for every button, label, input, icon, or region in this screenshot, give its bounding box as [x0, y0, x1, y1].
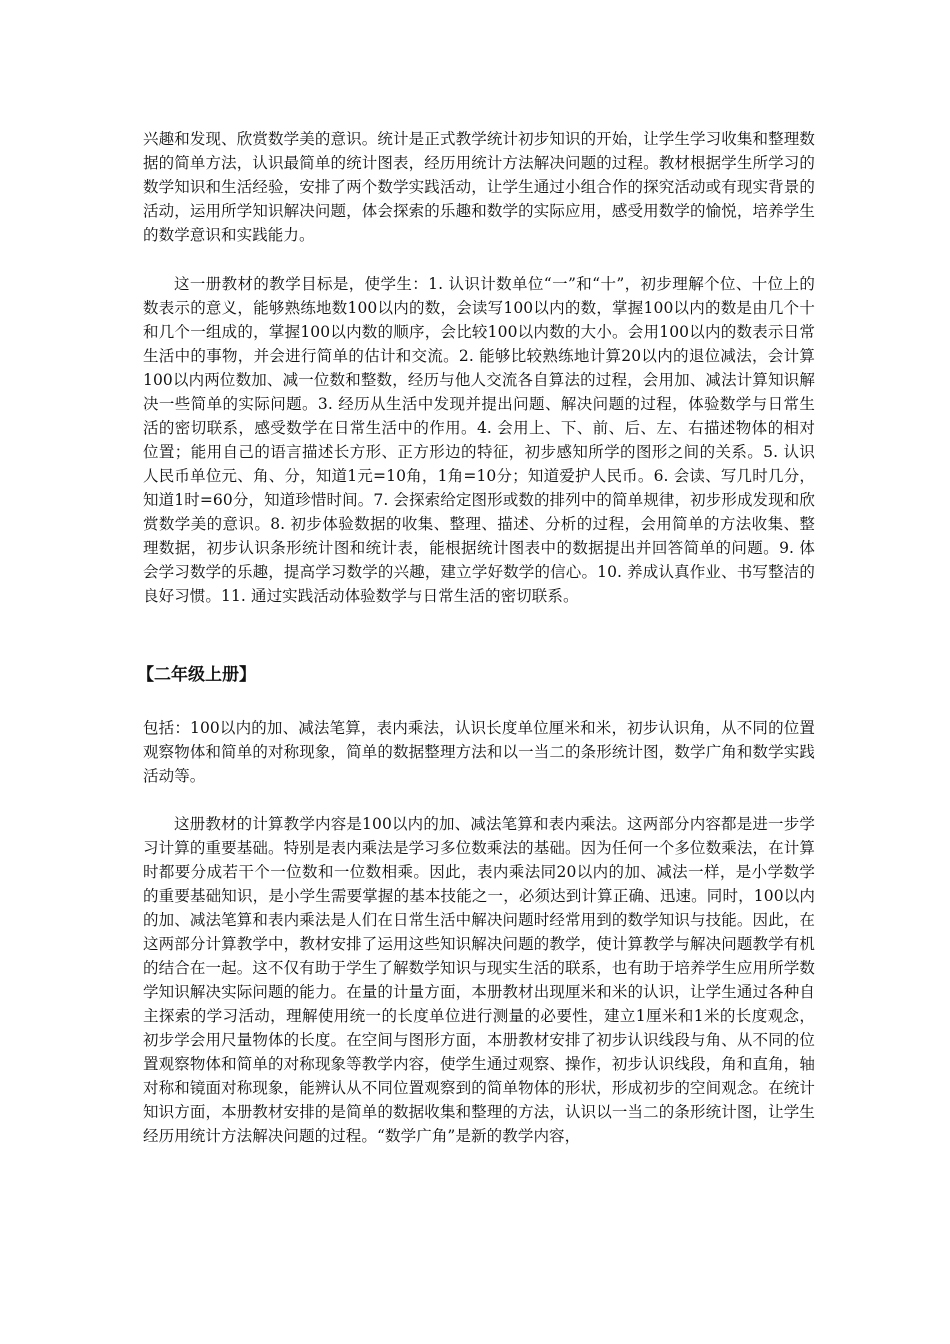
paragraph-2-teaching-goals: 这一册教材的教学目标是，使学生：1. 认识计数单位“一”和“十”，初步理解个位、十位上的数表示的意义，能够熟练地数100以内的数，会读写100以内的数，掌握100以内的数是由几个十和几个一组成的，掌握100以内数的顺序，会比较100以内数的大小。会用100以内的数表示日常生活中的事物，并会进行简单的估计和交流。2. 能够比较熟练地计算20以内的退位减法，会计算100以内两位数加、减一位数和整数，经历与他人交流各自算法的过程，会用加、减法计算知识解决一些简单的实际问题。3. 经历从生活中发现并提出问题、解决问题的过程，体验数学与日常生活的密切联系，感受数学在日常生活中的作用。4. 会用上、下、前、后、左、右描述物体的相对位置；能用自己的语言描述长方形、正方形边的特征，初步感知所学的图形之间的关系。5. 认识人民币单位元、角、分，知道1元=10角，1角=10分；知道爱护人民币。6. 会读、写几时几分，知道1时=60分，知道珍惜时间。7. 会探索给定图形或数的排列中的简单规律，初步形成发现和欣赏数学美的意识。8. 初步体验数据的收集、整理、描述、分析的过程，会用简单的方法收集、整理数据，初步认识条形统计图和统计表，能根据统计图表中的数据提出并回答简单的问题。9. 体会学习数学的乐趣，提高学习数学的兴趣，建立学好数学的信心。10. 养成认真作业、书写整洁的良好习惯。11. 通过实践活动体验数学与日常生活的密切联系。	[143, 275, 815, 605]
paragraph-3-contents: 包括：100以内的加、减法笔算，表内乘法，认识长度单位厘米和米，初步认识角，从不同的位置观察物体和简单的对称现象，简单的数据整理方法和以一当二的条形统计图，数学广角和数学实践活动等。	[143, 719, 815, 785]
section-heading-grade2-vol1: 【二年级上册】	[137, 665, 256, 685]
paragraph-4-calculation-teaching: 这册教材的计算教学内容是100以内的加、减法笔算和表内乘法。这两部分内容都是进一步学习计算的重要基础。特别是表内乘法是学习多位数乘法的基础。因为任何一个多位数乘法，在计算时都要分成若干个一位数和一位数相乘。因此，表内乘法同20以内的加、减法一样，是小学数学的重要基础知识，是小学生需要掌握的基本技能之一，必须达到计算正确、迅速。同时，100以内的加、减法笔算和表内乘法是人们在日常生活中解决问题时经常用到的数学知识与技能。因此，在这两部分计算教学中，教材安排了运用这些知识解决问题的教学，使计算教学与解决问题教学有机的结合在一起。这不仅有助于学生了解数学知识与现实生活的联系，也有助于培养学生应用所学数学知识解决实际问题的能力。在量的计量方面，本册教材出现厘米和米的认识，让学生通过各种自主探索的学习活动，理解使用统一的长度单位进行测量的必要性，建立1厘米和1米的长度观念，初步学会用尺量物体的长度。在空间与图形方面，本册教材安排了初步认识线段与角、从不同的位置观察物体和简单的对称现象等教学内容，使学生通过观察、操作，初步认识线段，角和直角，轴对称和镜面对称现象，能辨认从不同位置观察到的简单物体的形状，形成初步的空间观念。在统计知识方面，本册教材安排的是简单的数据收集和整理的方法，认识以一当二的条形统计图，让学生经历用统计方法解决问题的过程。“数学广角”是新的教学内容，	[143, 815, 815, 1145]
paragraph-1: 兴趣和发现、欣赏数学美的意识。统计是正式教学统计初步知识的开始，让学生学习收集和整理数据的简单方法，认识最简单的统计图表，经历用统计方法解决问题的过程。教材根据学生所学习的数学知识和生活经验，安排了两个数学实践活动，让学生通过小组合作的探究活动或有现实背景的活动，运用所学知识解决问题，体会探索的乐趣和数学的实际应用，感受用数学的愉悦，培养学生的数学意识和实践能力。	[143, 130, 815, 244]
